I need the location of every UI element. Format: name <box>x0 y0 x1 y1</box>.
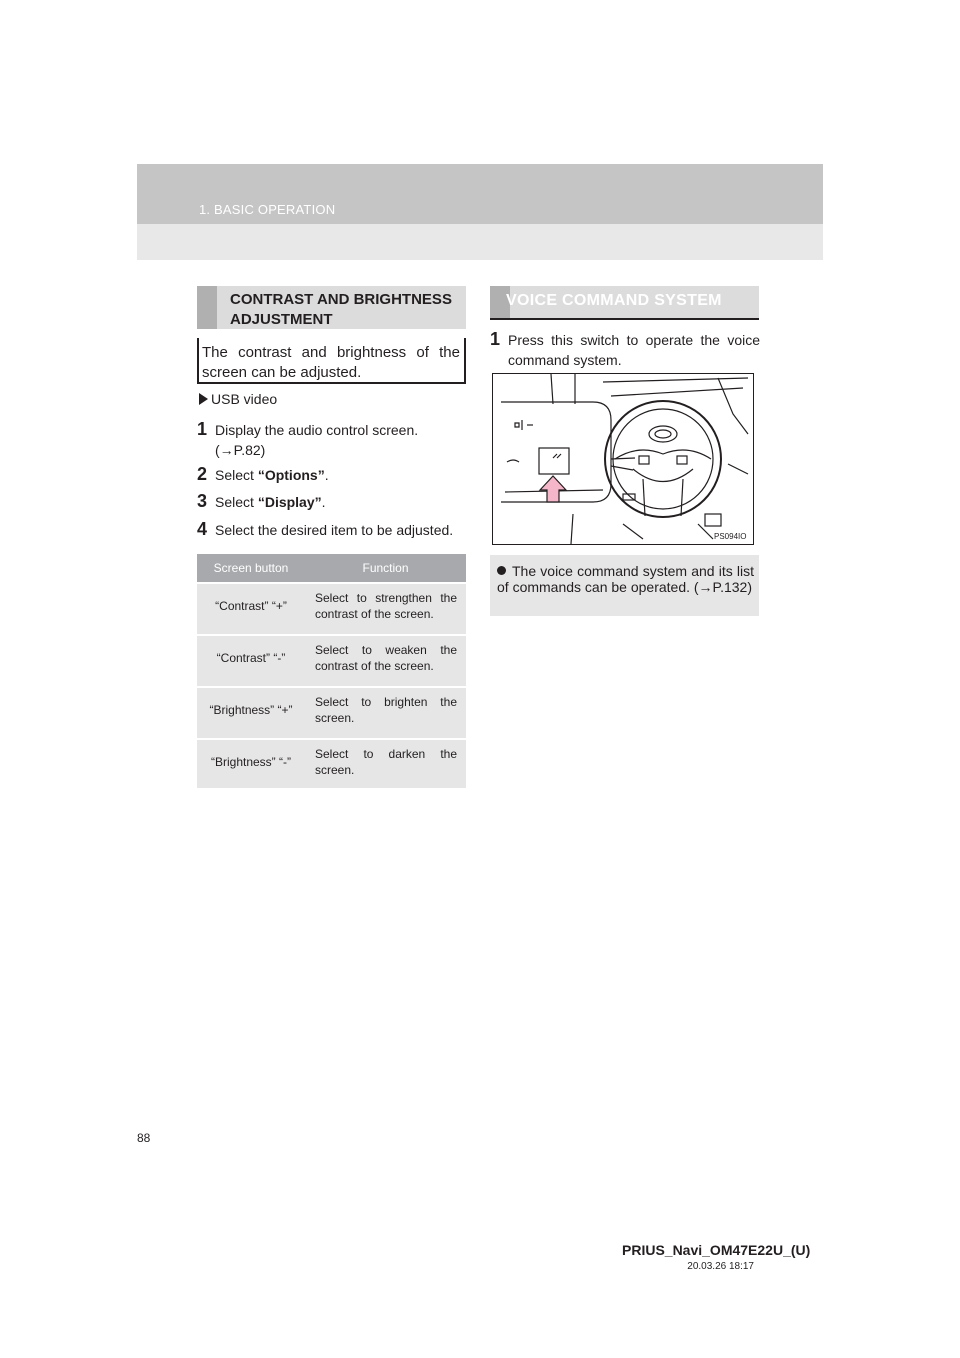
function-cell: Select to weaken the contrast of the screen. <box>315 643 457 673</box>
function-cell: Select to darken the screen. <box>315 747 457 777</box>
contrast-heading-line2: ADJUSTMENT <box>230 311 333 328</box>
column-header: Screen button <box>213 561 289 575</box>
step-text: Select “Options”. <box>215 467 329 483</box>
screen-button-cell: “Contrast” “+” <box>215 599 287 613</box>
step-text: Display the audio control screen. <box>215 422 419 438</box>
screen-button-cell: “Brightness” “-” <box>210 755 291 769</box>
function-table <box>197 554 466 788</box>
step-number: 1 <box>490 329 501 349</box>
table-header <box>197 554 466 582</box>
options-button-label: “Options” <box>257 467 325 483</box>
screen-button-cell: “Contrast” “-” <box>216 651 286 665</box>
contrast-heading <box>230 290 452 330</box>
table-row <box>197 686 466 738</box>
contrast-heading-line1: CONTRAST AND BRIGHTNESS <box>230 291 452 308</box>
display-button-label: “Display” <box>257 494 322 510</box>
table-row <box>197 738 466 788</box>
document-id: PRIUS_Navi_OM47E22U_(U) <box>622 1242 811 1258</box>
document-date: 20.03.26 18:17 <box>687 1261 754 1272</box>
page-reference: (→P.82) <box>215 442 266 458</box>
step-number: 3 <box>197 491 208 511</box>
illustration-code: PS094IO <box>714 532 747 541</box>
pointer-arrow-icon <box>540 476 566 502</box>
page-number: 88 <box>137 1131 151 1145</box>
voice-heading: VOICE COMMAND SYSTEM <box>506 292 722 309</box>
step-text: Select “Display”. <box>215 494 326 510</box>
step-number: 1 <box>197 419 208 439</box>
step-number: 2 <box>197 464 208 484</box>
step-text: Select the desired item to be adjusted. <box>215 522 454 538</box>
bullet-icon <box>497 566 506 575</box>
function-cell: Select to brighten the screen. <box>315 695 457 725</box>
step-3 <box>197 492 467 512</box>
table-row <box>197 582 466 634</box>
note-text: The voice command system and its list of commands can be operated. (→P.132) <box>497 563 754 595</box>
column-header: Function <box>362 561 409 575</box>
screen-button-cell: “Brightness” “+” <box>209 703 293 717</box>
voice-step-1 <box>490 330 760 370</box>
step-number: 4 <box>197 519 208 539</box>
step-text: Press this switch to operate the voice command system. <box>508 332 760 368</box>
step-4 <box>197 520 472 540</box>
step-1 <box>197 420 467 460</box>
table-row <box>197 634 466 686</box>
intro-text: The contrast and brightness of the screen can be adjusted. <box>202 344 460 381</box>
triangle-bullet-icon <box>199 393 208 405</box>
usb-video-label: USB video <box>199 391 277 407</box>
step-2 <box>197 465 467 485</box>
function-cell: Select to strengthen the contrast of the screen. <box>315 591 457 621</box>
steering-wheel-illustration <box>492 373 754 545</box>
steering-wheel-icon <box>493 374 753 544</box>
section-label: 1. BASIC OPERATION <box>199 202 336 217</box>
